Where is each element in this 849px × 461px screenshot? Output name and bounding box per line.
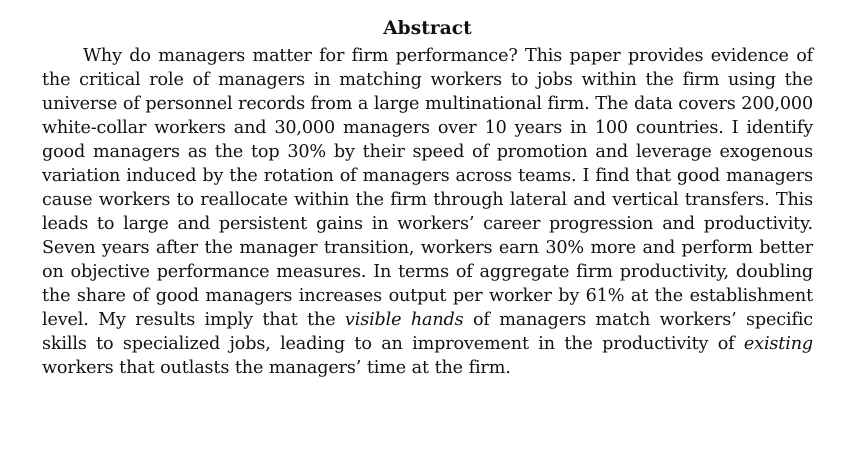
abstract-text-part-3: workers that outlasts the managers’ time at the firm. — [42, 358, 511, 378]
abstract-text-part-1: Why do managers matter for firm performance? This paper provides evidence of the critical role of managers in matching workers to jobs within the firm using the universe of personnel records from a large multinational firm. The data covers 200,000 white-collar workers and 30,000 managers over 10 years in 100 countries. I identify good managers as the top 30% by their speed of promotion and leverage exogenous variation induced by the rotation of managers across teams. I find that good managers cause workers to reallocate within the firm through lateral and vertical transfers. This leads to large and persistent gains in workers’ career progression and productivity. Seven years after the manager transition, workers earn 30% more and perform better on objective performance measures. In terms of aggregate firm productivity, doubling the share of good managers increases output per worker by 61% at the establishment level. My results imply that the — [42, 46, 813, 330]
abstract-section — [42, 18, 813, 380]
abstract-emphasis-visible-hands: visible hands — [344, 310, 464, 330]
abstract-paragraph — [42, 44, 813, 380]
abstract-emphasis-existing: existing — [743, 334, 813, 354]
abstract-heading: Abstract — [383, 18, 472, 39]
abstract-text-part-2: of managers match workers’ specific skills to specialized jobs, leading to an improvement in the productivity of — [42, 310, 814, 354]
